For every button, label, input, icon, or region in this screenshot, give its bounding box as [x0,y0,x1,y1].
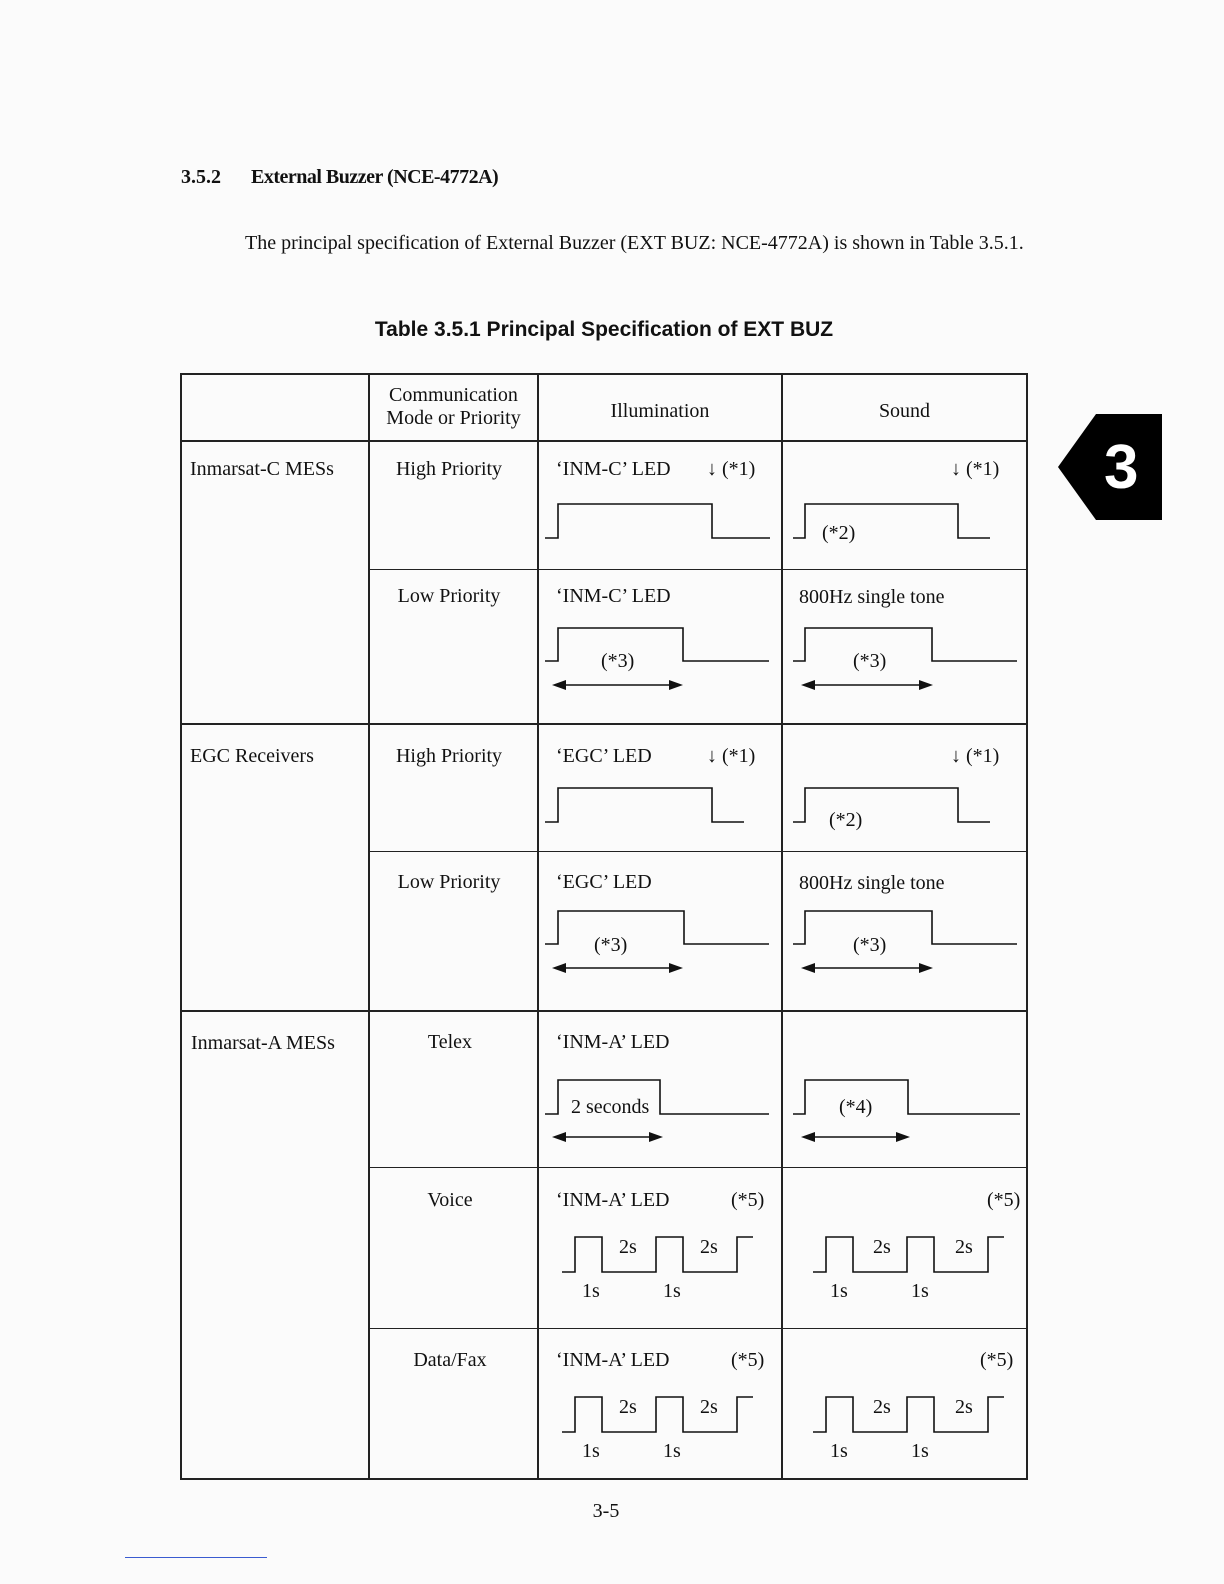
sound-note: (*5) [987,1189,1021,1211]
waveform-label: 2 seconds [571,1096,650,1118]
waveform-off-label: 1s [663,1280,681,1302]
illumination-note: ↓ (*1) [707,458,756,480]
table-line-row [368,851,1027,852]
illumination-note: (*5) [731,1349,765,1371]
illumination-label: ‘INM-A’ LED [556,1031,670,1053]
waveform-illumination-a-telex [540,1074,780,1149]
header-mode [370,384,537,430]
table-caption: Table 3.5.1 Principal Specification of EXT BUZ [374,318,834,341]
page-number: 3-5 [592,1500,620,1522]
waveform-illumination-c-low [540,622,780,697]
table-line-col1 [368,373,370,1480]
waveform-sound-a-voice [785,1230,1025,1305]
waveform-off-label: 1s [582,1440,600,1462]
waveform-sound-egc-high [785,782,1025,832]
table-line-group [180,1010,1028,1012]
waveform-illumination-a-voice [540,1230,780,1305]
waveform-sound-c-high [785,498,1025,548]
waveform-on-label: 2s [873,1236,891,1258]
waveform-on-label: 2s [700,1396,718,1418]
mode-cell: Telex [427,1031,473,1053]
table-line-col3 [781,373,783,1480]
waveform-on-label: 2s [619,1396,637,1418]
waveform-on-label: 2s [955,1236,973,1258]
waveform-label: (*3) [853,934,887,956]
waveform-illumination-egc-high [540,782,780,832]
illumination-label: ‘INM-A’ LED [556,1349,670,1371]
sound-label: 800Hz single tone [799,872,945,894]
intro-paragraph: The principal specification of External Buzzer (EXT BUZ: NCE-4772A) is shown in Table 3.5.1. [245,232,1024,254]
sound-note: (*5) [980,1349,1014,1371]
mode-cell: Data/Fax [413,1349,487,1371]
waveform-on-label: 2s [700,1236,718,1258]
header-sound: Sound [878,400,931,422]
tab-marker-digit: 3 [1104,433,1139,502]
illumination-note: (*5) [731,1189,765,1211]
waveform-label: (*2) [822,522,856,544]
waveform-on-label: 2s [619,1236,637,1258]
table-line-bottom [181,1478,1028,1480]
table-line-right [1026,373,1028,1480]
illumination-label: ‘INM-C’ LED [556,585,671,607]
table-line-group [180,723,1027,725]
group-inmarsat-a: Inmarsat-A MESs [191,1032,335,1054]
sound-note: ↓ (*1) [951,745,1000,767]
mode-cell: High Priority [395,745,503,767]
mode-cell: Low Priority [397,871,501,893]
waveform-off-label: 1s [830,1280,848,1302]
illumination-note: ↓ (*1) [707,745,756,767]
mode-cell: High Priority [395,458,503,480]
illumination-label: ‘INM-A’ LED [556,1189,670,1211]
group-inmarsat-c: Inmarsat-C MESs [190,458,334,480]
waveform-off-label: 1s [582,1280,600,1302]
section-title: External Buzzer (NCE-4772A) [251,166,499,188]
footer-rule [125,1557,267,1558]
sound-note: ↓ (*1) [951,458,1000,480]
waveform-on-label: 2s [955,1396,973,1418]
waveform-label: (*3) [853,650,887,672]
waveform-label: (*3) [601,650,635,672]
table-line-top [180,373,1027,375]
waveform-off-label: 1s [663,1440,681,1462]
section-number: 3.5.2 [181,166,221,188]
waveform-sound-a-telex [785,1074,1025,1149]
sound-label: 800Hz single tone [799,586,945,608]
waveform-label: (*2) [829,809,863,831]
waveform-label: (*3) [594,934,628,956]
table-line-row [368,569,1027,570]
table-line-row [369,1167,1028,1168]
waveform-off-label: 1s [911,1280,929,1302]
header-mode-line1: Communication [389,384,518,406]
mode-cell: Voice [427,1189,473,1211]
illumination-label: ‘INM-C’ LED [556,458,671,480]
waveform-sound-egc-low [785,905,1025,980]
group-egc: EGC Receivers [190,745,314,767]
header-mode-line2: Mode or Priority [386,407,521,429]
waveform-off-label: 1s [830,1440,848,1462]
table-line-col2 [537,373,539,1480]
illumination-label: ‘EGC’ LED [556,871,652,893]
header-illumination: Illumination [610,400,710,422]
mode-cell: Low Priority [397,585,501,607]
waveform-sound-a-datafax [785,1390,1025,1465]
waveform-label: (*4) [839,1096,873,1118]
table-line-row [369,1328,1028,1329]
table-line-header [180,440,1027,442]
illumination-label: ‘EGC’ LED [556,745,652,767]
waveform-illumination-egc-low [540,905,780,980]
waveform-illumination-a-datafax [540,1390,780,1465]
waveform-illumination-c-high [540,498,780,548]
waveform-on-label: 2s [873,1396,891,1418]
waveform-off-label: 1s [911,1440,929,1462]
waveform-sound-c-low [785,622,1025,697]
table-line-left [180,373,182,1480]
